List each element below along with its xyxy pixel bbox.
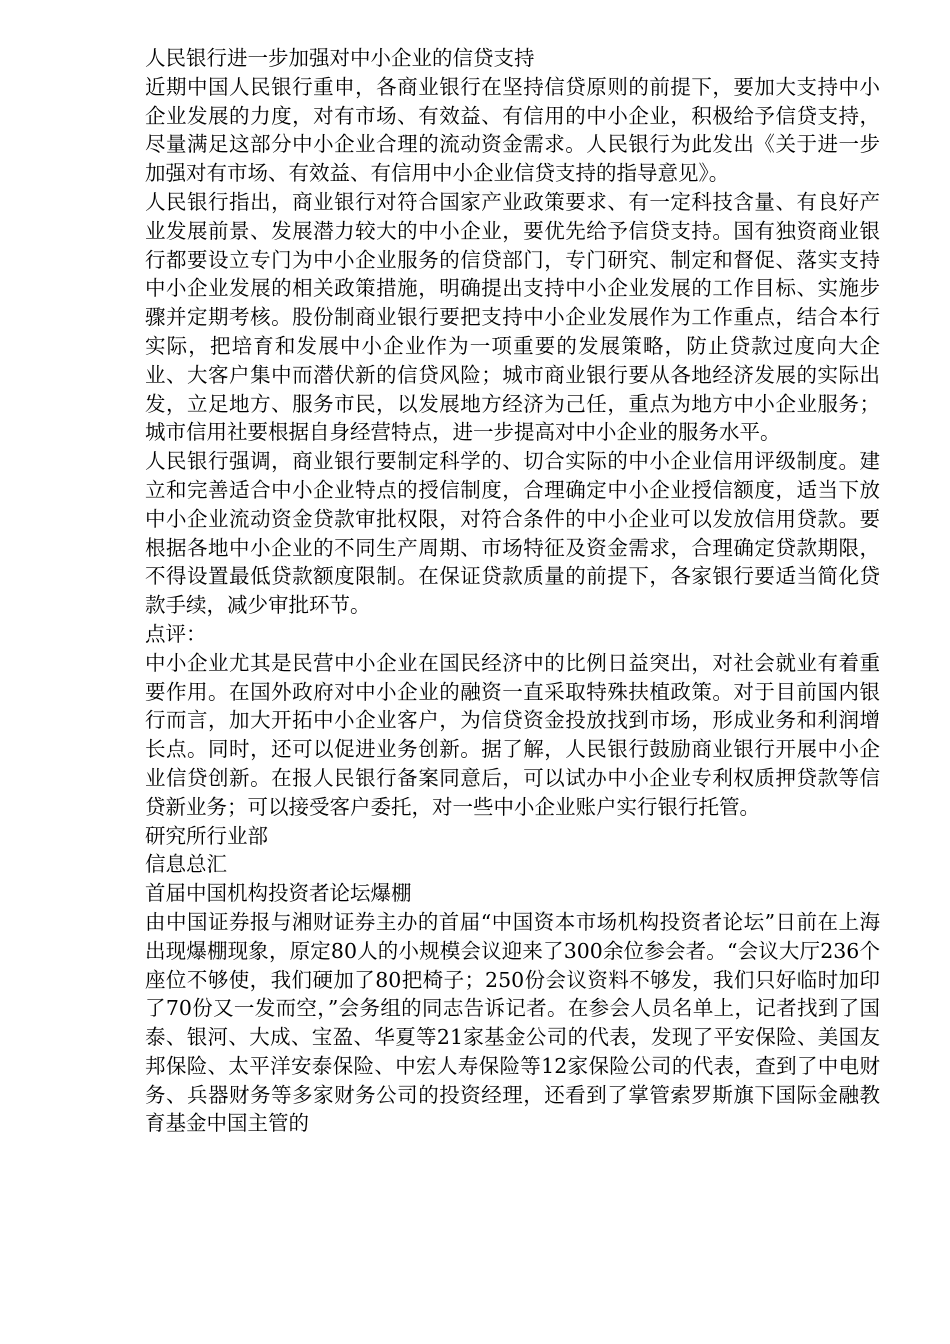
paragraph: 近期中国人民银行重申，各商业银行在坚持信贷原则的前提下，要加大支持中小企业发展的力度，对有市场、有效益、有信用的中小企业，积极给予信贷支持，尽量满足这部分中小企业合理的流动资金需求。人民银行为此发出《关于进一步加强对有市场、有效益、有信用中小企业信贷支持的指导意见》。 <box>145 74 880 186</box>
paragraph: 人民银行指出，商业银行对符合国家产业政策要求、有一定科技含量、有良好产业发展前景、发展潜力较大的中小企业，要优先给予信贷支持。国有独资商业银行都要设立专门为中小企业服务的信贷部门，专门研究、制定和督促、落实支持中小企业发展的相关政策措施，明确提出支持中小企业发展的工作目标、实施步骤并定期考核。股份制商业银行要把支持中小企业发展作为工作重点，结合本行实际，把培育和发展中小企业作为一项重要的发展策略，防止贷款过度向大企业、大客户集中而潜伏新的信贷风险；城市商业银行要从各地经济发展的实际出发，立足地方、服务市民，以发展地方经济为己任，重点为地方中小企业服务；城市信用社要根据自身经营特点，进一步提高对中小企业的服务水平。 <box>145 189 880 445</box>
document-body <box>145 44 880 1138</box>
paragraph: 中小企业尤其是民营中小企业在国民经济中的比例日益突出，对社会就业有着重要作用。在国外政府对中小企业的融资一直采取特殊扶植政策。对于目前国内银行而言，加大开拓中小企业客户，为信贷资金投放找到市场，形成业务和利润增长点。同时，还可以促进业务创新。据了解，人民银行鼓励商业银行开展中小企业信贷创新。在报人民银行备案同意后，可以试办中小企业专利权质押贷款等信贷新业务；可以接受客户委托，对一些中小企业账户实行银行托管。 <box>145 650 880 819</box>
author-line: 研究所行业部 <box>145 823 268 848</box>
comment-heading: 点评： <box>145 621 207 646</box>
section-heading: 信息总汇 <box>145 852 227 877</box>
paragraph: 由中国证券报与湘财证券主办的首届“中国资本市场机构投资者论坛”日前在上海出现爆棚现象，原定80人的小规模会议迎来了300余位参会者。“会议大厅236个座位不够使，我们硬加了80把椅子；250份会议资料不够发，我们只好临时加印了70份又一发而空，”会务组的同志告诉记者。在参会人员名单上，记者找到了国泰、银河、大成、宝盈、华夏等21家基金公司的代表，发现了平安保险、美国友邦保险、太平洋安泰保险、中宏人寿保险等12家保险公司的代表，查到了中电财务、兵器财务等多家财务公司的投资经理，还看到了掌管索罗斯旗下国际金融教育基金中国主管的 <box>145 909 880 1136</box>
article-title: 首届中国机构投资者论坛爆棚 <box>145 881 412 906</box>
paragraph: 人民银行强调，商业银行要制定科学的、切合实际的中小企业信用评级制度。建立和完善适合中小企业特点的授信制度，合理确定中小企业授信额度，适当下放中小企业流动资金贷款审批权限，对符合条件的中小企业可以发放信用贷款。要根据各地中小企业的不同生产周期、市场特征及资金需求，合理确定贷款期限，不得设置最低贷款额度限制。在保证贷款质量的前提下，各家银行要适当简化贷款手续，减少审批环节。 <box>145 449 880 618</box>
article-title: 人民银行进一步加强对中小企业的信贷支持 <box>145 46 535 70</box>
